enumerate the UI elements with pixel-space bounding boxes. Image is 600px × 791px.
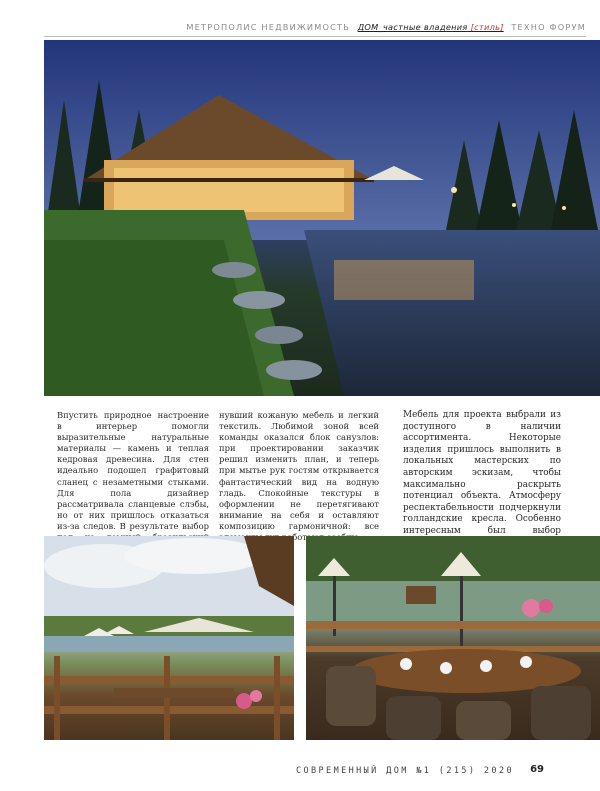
nav-selected-tag: [стиль]	[470, 22, 504, 32]
main-photo-illustration	[44, 40, 600, 396]
page-header	[0, 0, 600, 40]
nav-pre[interactable]: МЕТРОПОЛИС НЕДВИЖИМОСТЬ	[186, 22, 351, 32]
text-column-2: нувший кожаную мебель и легкий текстиль. Любимой зоной всей команды оказался блок санузлов: при проектировании заказчик решил изменить план, и теперь при мытье рук гостям открывается фантастический вид на водную гладь. Спокойные текстуры в оформлении не перетягивают внимание на себя и оставляют композицию гармоничной: все работают	[219, 410, 379, 543]
main-photo	[44, 40, 600, 396]
dining-photo	[306, 536, 600, 740]
text-column-1: Впустить природное настроение в интерьер помогли выразительные натуральные материалы — камень и теплая кедровая древесина. Для стен идеально подошел графитовый сланец с незаметными стыками. Для пола дизайнер рассматривала сланцевые слэбы, но от них пришлось отказаться из-за следов. В результате выбор	[57, 410, 209, 531]
nav-post[interactable]: ТЕХНО ФОРУМ	[511, 22, 586, 32]
nav-selected[interactable]: ДОМ_частные владения [стиль]	[357, 22, 504, 32]
terrace-photo	[44, 536, 294, 740]
dining-photo-illustration	[306, 536, 600, 740]
terrace-photo-illustration	[44, 536, 294, 740]
header-divider	[44, 36, 586, 37]
section-nav	[186, 22, 586, 32]
magazine-issue: СОВРЕМЕННЫЙ ДОМ №1 (215) 2020	[295, 766, 514, 776]
text-column-3-body: Мебель для проекта выбрали из доступного в наличии ассортимента. Некоторые изделия пришлось выполнить в локальных мастерских по авторским эскизам, чтобы максимально раскрыть потенциал объекта. Атмосферу респектабельности подчеркнули голландские кресла. Особенно интересным был выбор	[403, 410, 561, 536]
page-footer	[0, 764, 600, 784]
page-number: 69	[530, 764, 544, 775]
